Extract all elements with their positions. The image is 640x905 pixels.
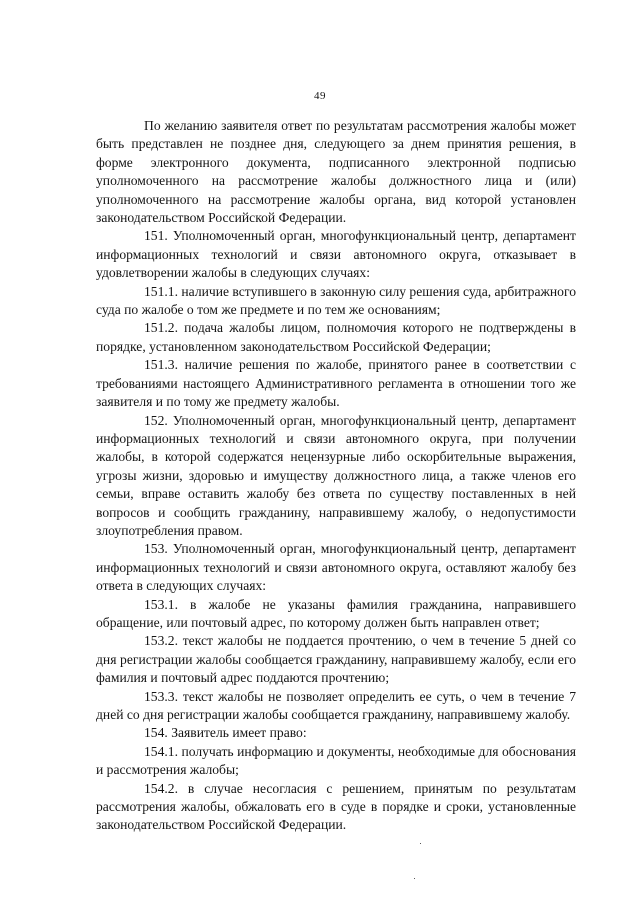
scan-speck xyxy=(414,878,415,879)
paragraph-151-1: 151.1. наличие вступившего в законную силу решения суда, арбитражного суда по жалобе о том же предмете и по тем же основаниям; xyxy=(96,283,576,318)
paragraph-153-1: 153.1. в жалобе не указаны фамилия гражданина, направившего обращение, или почтовый адрес, по которому должен быть направлен ответ; xyxy=(96,596,576,630)
scan-speck xyxy=(420,843,421,844)
paragraph-154-1: 154.1. получать информацию и документы, необходимые для обоснования и рассмотрения жалобы; xyxy=(96,743,576,778)
paragraph-151-3: 151.3. наличие решения по жалобе, принятого ранее в соответствии с требованиями настоящего Административного регламента в отношении того же заявителя и по тому же предмету жалобы. xyxy=(96,357,576,410)
paragraph-151: 151. Уполномоченный орган, многофункциональный центр, департамент информационных технологий и связи автономного округа, отказывает в удовлетворении жалобы в следующих случаях: xyxy=(96,228,576,281)
paragraph-153-2: 153.2. текст жалобы не поддается прочтению, о чем в течение 5 дней со дня регистрации жалобы сообщается гражданину, направившему жалобу, если его фамилия и почтовый адрес поддаются прочтению; xyxy=(96,633,576,686)
paragraph-154-2: 154.2. в случае несогласия с решением, принятым по результатам рассмотрения жалобы, обжаловать его в суде в порядке и сроки, установленные законодательством Российской Федерации. xyxy=(96,780,576,833)
paragraph-154: 154. Заявитель имеет право: xyxy=(144,725,307,741)
paragraph-153: 153. Уполномоченный орган, многофункциональный центр, департамент информационных технологий и связи автономного округа, оставляют жалобу без ответа в следующих случаях: xyxy=(96,541,576,594)
paragraph-153-3: 153.3. текст жалобы не позволяет определить ее суть, о чем в течение 7 дней со дня регистрации жалобы сообщается гражданину, направившему жалобу. xyxy=(96,688,576,722)
page-number: 49 xyxy=(314,90,326,102)
paragraph-151-2: 151.2. подача жалобы лицом, полномочия которого не подтверждены в порядке, установленном законодательством Российской Федерации; xyxy=(96,320,576,354)
paragraph-152: 152. Уполномоченный орган, многофункциональный центр, департамент информационных технологий и связи автономного округа, при получении жалобы, в которой содержатся нецензурные либо оскорбительные выражения, угрозы жизни, здоровью и имуществу должностного лица, а также членов его семьи, вправе оставить жалобу без ответа по существу поставленных в ней вопросов и сообщить гражданину, направившему жалобу, о недопустимости злоупотребления правом. xyxy=(96,412,576,538)
document-body xyxy=(96,117,576,835)
paragraph-response-form: По желанию заявителя ответ по результатам рассмотрения жалобы может быть представлен не позднее дня, следующего за днем принятия решения, в форме электронного документа, подписанного электронной подписью уполномоченного на рассмотрение жалобы должностного лица и (или) уполномоченного на рассмотрение жалобы органа, вид которой установлен законодательством Российской Федерации. xyxy=(96,118,576,226)
